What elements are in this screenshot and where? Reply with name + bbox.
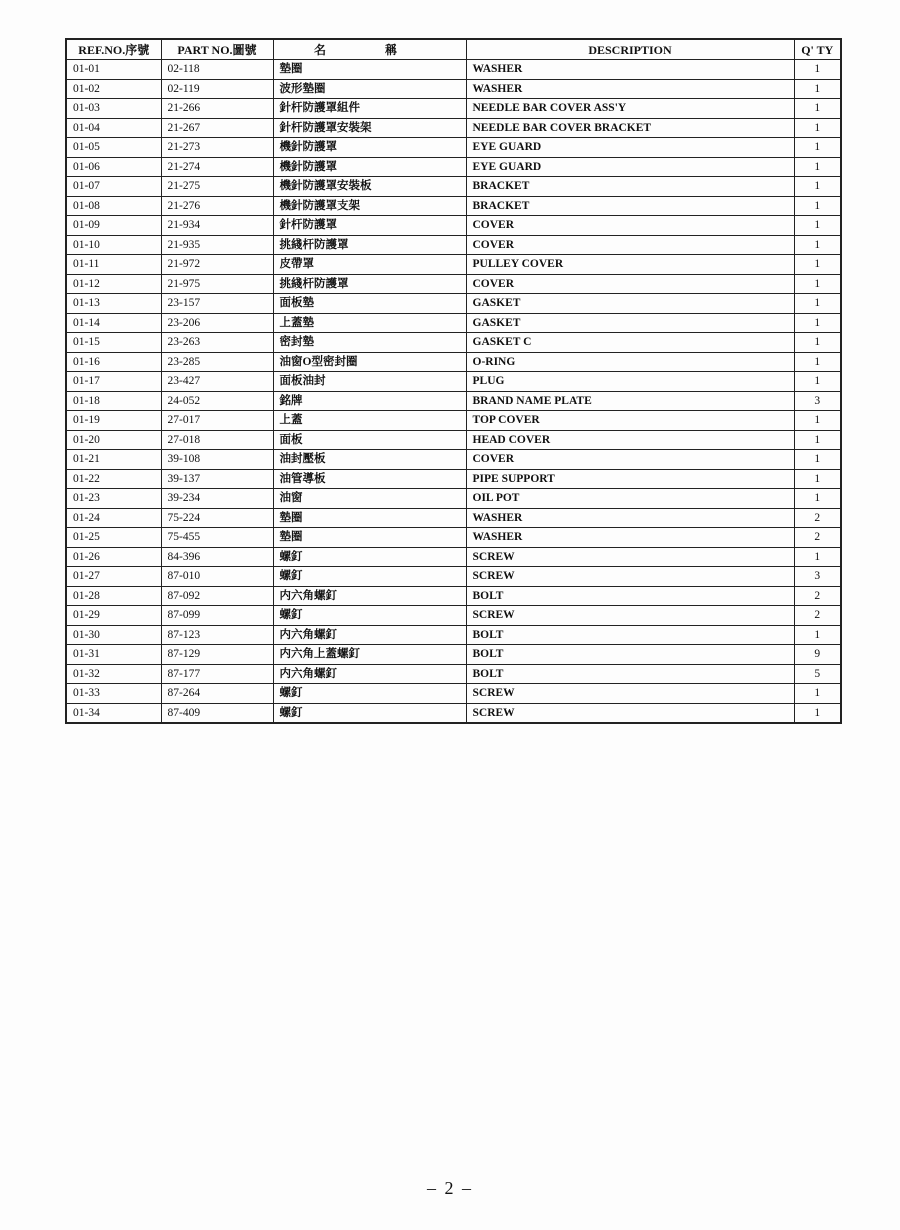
- cell-qty: 2: [794, 508, 841, 528]
- cell-ref-no: 01-12: [66, 274, 161, 294]
- cell-description: SCREW: [466, 606, 794, 626]
- table-row: [66, 684, 841, 704]
- cell-part-no: 23-206: [161, 313, 273, 333]
- cell-part-no: 21-274: [161, 157, 273, 177]
- table-row: [66, 196, 841, 216]
- cell-description: COVER: [466, 450, 794, 470]
- table-row: [66, 508, 841, 528]
- cell-part-no: 21-273: [161, 138, 273, 158]
- cell-ref-no: 01-04: [66, 118, 161, 138]
- table-row: [66, 138, 841, 158]
- cell-part-no: 23-157: [161, 294, 273, 314]
- column-header-name: 名 稱: [273, 39, 466, 60]
- cell-ref-no: 01-06: [66, 157, 161, 177]
- cell-part-no: 21-935: [161, 235, 273, 255]
- table-row: [66, 79, 841, 99]
- table-row: [66, 99, 841, 119]
- cell-ref-no: 01-34: [66, 703, 161, 723]
- cell-description: WASHER: [466, 60, 794, 80]
- cell-description: HEAD COVER: [466, 430, 794, 450]
- cell-description: COVER: [466, 274, 794, 294]
- cell-qty: 5: [794, 664, 841, 684]
- cell-name: 挑綫杆防護罩: [273, 274, 466, 294]
- cell-ref-no: 01-33: [66, 684, 161, 704]
- cell-name: 針杆防護罩組件: [273, 99, 466, 119]
- table-row: [66, 606, 841, 626]
- cell-ref-no: 01-13: [66, 294, 161, 314]
- table-row: [66, 274, 841, 294]
- cell-name: 螺釘: [273, 567, 466, 587]
- cell-part-no: 21-975: [161, 274, 273, 294]
- cell-name: 機針防護罩: [273, 138, 466, 158]
- cell-name: 上蓋: [273, 411, 466, 431]
- cell-qty: 1: [794, 372, 841, 392]
- cell-name: 螺釘: [273, 684, 466, 704]
- cell-qty: 1: [794, 333, 841, 353]
- cell-description: NEEDLE BAR COVER ASS'Y: [466, 99, 794, 119]
- cell-name: 波形墊圈: [273, 79, 466, 99]
- cell-ref-no: 01-18: [66, 391, 161, 411]
- cell-qty: 1: [794, 274, 841, 294]
- cell-name: 機針防護罩: [273, 157, 466, 177]
- cell-name: 螺釘: [273, 547, 466, 567]
- cell-name: 螺釘: [273, 606, 466, 626]
- cell-description: SCREW: [466, 684, 794, 704]
- cell-name: 上蓋墊: [273, 313, 466, 333]
- table-row: [66, 547, 841, 567]
- cell-name: 針杆防護罩安裝架: [273, 118, 466, 138]
- cell-name: 機針防護罩安裝板: [273, 177, 466, 197]
- table-row: [66, 450, 841, 470]
- cell-description: BOLT: [466, 586, 794, 606]
- page-number: – 2 –: [427, 1178, 473, 1198]
- cell-ref-no: 01-25: [66, 528, 161, 548]
- cell-qty: 1: [794, 489, 841, 509]
- cell-name: 面板油封: [273, 372, 466, 392]
- cell-part-no: 21-934: [161, 216, 273, 236]
- cell-ref-no: 01-30: [66, 625, 161, 645]
- cell-ref-no: 01-17: [66, 372, 161, 392]
- cell-part-no: 39-137: [161, 469, 273, 489]
- cell-part-no: 21-266: [161, 99, 273, 119]
- column-header-part-no: PART NO.圖號: [161, 39, 273, 60]
- cell-ref-no: 01-10: [66, 235, 161, 255]
- cell-name: 針杆防護罩: [273, 216, 466, 236]
- cell-description: WASHER: [466, 508, 794, 528]
- table-row: [66, 216, 841, 236]
- table-row: [66, 372, 841, 392]
- cell-description: BRACKET: [466, 196, 794, 216]
- cell-name: 螺釘: [273, 703, 466, 723]
- cell-part-no: 75-224: [161, 508, 273, 528]
- cell-part-no: 75-455: [161, 528, 273, 548]
- cell-name: 面板墊: [273, 294, 466, 314]
- cell-name: 面板: [273, 430, 466, 450]
- cell-part-no: 87-092: [161, 586, 273, 606]
- cell-ref-no: 01-05: [66, 138, 161, 158]
- cell-description: PULLEY COVER: [466, 255, 794, 275]
- table-row: [66, 528, 841, 548]
- column-header-ref-no: REF.NO.序號: [66, 39, 161, 60]
- cell-ref-no: 01-26: [66, 547, 161, 567]
- cell-part-no: 87-177: [161, 664, 273, 684]
- cell-name: 密封墊: [273, 333, 466, 353]
- cell-part-no: 87-099: [161, 606, 273, 626]
- cell-qty: 1: [794, 157, 841, 177]
- cell-description: PLUG: [466, 372, 794, 392]
- table-row: [66, 625, 841, 645]
- cell-ref-no: 01-16: [66, 352, 161, 372]
- cell-ref-no: 01-27: [66, 567, 161, 587]
- cell-ref-no: 01-29: [66, 606, 161, 626]
- table-row: [66, 645, 841, 665]
- table-row: [66, 586, 841, 606]
- table-row: [66, 664, 841, 684]
- cell-part-no: 21-972: [161, 255, 273, 275]
- table-row: [66, 235, 841, 255]
- cell-qty: 1: [794, 177, 841, 197]
- cell-part-no: 87-129: [161, 645, 273, 665]
- cell-part-no: 23-285: [161, 352, 273, 372]
- cell-qty: 1: [794, 255, 841, 275]
- table-row: [66, 430, 841, 450]
- cell-name: 内六角螺釘: [273, 664, 466, 684]
- cell-name: 内六角螺釘: [273, 586, 466, 606]
- cell-part-no: 39-108: [161, 450, 273, 470]
- cell-description: GASKET C: [466, 333, 794, 353]
- cell-description: GASKET: [466, 313, 794, 333]
- table-row: [66, 313, 841, 333]
- cell-description: WASHER: [466, 79, 794, 99]
- table-row: [66, 567, 841, 587]
- cell-ref-no: 01-07: [66, 177, 161, 197]
- cell-part-no: 21-267: [161, 118, 273, 138]
- cell-name: 墊圈: [273, 508, 466, 528]
- cell-name: 内六角上蓋螺釘: [273, 645, 466, 665]
- cell-ref-no: 01-32: [66, 664, 161, 684]
- column-header-qty: Q' TY: [794, 39, 841, 60]
- cell-description: EYE GUARD: [466, 138, 794, 158]
- cell-ref-no: 01-03: [66, 99, 161, 119]
- cell-qty: 1: [794, 411, 841, 431]
- cell-description: SCREW: [466, 567, 794, 587]
- cell-description: BRACKET: [466, 177, 794, 197]
- parts-list-table: [65, 38, 842, 724]
- cell-name: 皮帶罩: [273, 255, 466, 275]
- cell-part-no: 23-263: [161, 333, 273, 353]
- table-row: [66, 255, 841, 275]
- cell-qty: 1: [794, 294, 841, 314]
- cell-part-no: 27-017: [161, 411, 273, 431]
- cell-ref-no: 01-19: [66, 411, 161, 431]
- cell-ref-no: 01-21: [66, 450, 161, 470]
- cell-part-no: 87-123: [161, 625, 273, 645]
- cell-ref-no: 01-11: [66, 255, 161, 275]
- cell-description: BOLT: [466, 645, 794, 665]
- cell-qty: 1: [794, 196, 841, 216]
- cell-description: COVER: [466, 216, 794, 236]
- cell-description: PIPE SUPPORT: [466, 469, 794, 489]
- table-row: [66, 60, 841, 80]
- cell-name: 墊圈: [273, 60, 466, 80]
- cell-description: OIL POT: [466, 489, 794, 509]
- table-row: [66, 333, 841, 353]
- cell-description: TOP COVER: [466, 411, 794, 431]
- cell-part-no: 87-264: [161, 684, 273, 704]
- cell-qty: 3: [794, 391, 841, 411]
- cell-qty: 1: [794, 138, 841, 158]
- cell-description: NEEDLE BAR COVER BRACKET: [466, 118, 794, 138]
- cell-part-no: 84-396: [161, 547, 273, 567]
- cell-qty: 1: [794, 313, 841, 333]
- cell-ref-no: 01-31: [66, 645, 161, 665]
- cell-qty: 3: [794, 567, 841, 587]
- table-row: [66, 469, 841, 489]
- cell-name: 油管導板: [273, 469, 466, 489]
- table-row: [66, 157, 841, 177]
- cell-part-no: 39-234: [161, 489, 273, 509]
- cell-qty: 1: [794, 547, 841, 567]
- cell-qty: 1: [794, 99, 841, 119]
- table-row: [66, 391, 841, 411]
- cell-description: WASHER: [466, 528, 794, 548]
- cell-name: 墊圈: [273, 528, 466, 548]
- cell-qty: 1: [794, 703, 841, 723]
- cell-qty: 9: [794, 645, 841, 665]
- cell-qty: 1: [794, 430, 841, 450]
- cell-description: SCREW: [466, 703, 794, 723]
- table-header-row: [66, 39, 841, 60]
- cell-name: 挑綫杆防護罩: [273, 235, 466, 255]
- cell-ref-no: 01-14: [66, 313, 161, 333]
- cell-part-no: 87-010: [161, 567, 273, 587]
- cell-qty: 1: [794, 684, 841, 704]
- cell-name: 油窗O型密封圈: [273, 352, 466, 372]
- cell-ref-no: 01-09: [66, 216, 161, 236]
- cell-qty: 1: [794, 216, 841, 236]
- cell-description: COVER: [466, 235, 794, 255]
- cell-qty: 2: [794, 586, 841, 606]
- table-row: [66, 703, 841, 723]
- cell-ref-no: 01-28: [66, 586, 161, 606]
- cell-name: 銘牌: [273, 391, 466, 411]
- cell-name: 油封壓板: [273, 450, 466, 470]
- cell-description: O-RING: [466, 352, 794, 372]
- table-row: [66, 352, 841, 372]
- cell-description: GASKET: [466, 294, 794, 314]
- table-row: [66, 489, 841, 509]
- cell-ref-no: 01-22: [66, 469, 161, 489]
- parts-table-body: [66, 60, 841, 724]
- cell-description: BOLT: [466, 625, 794, 645]
- table-row: [66, 177, 841, 197]
- cell-ref-no: 01-15: [66, 333, 161, 353]
- cell-part-no: 87-409: [161, 703, 273, 723]
- cell-ref-no: 01-02: [66, 79, 161, 99]
- cell-ref-no: 01-23: [66, 489, 161, 509]
- cell-description: SCREW: [466, 547, 794, 567]
- cell-qty: 1: [794, 118, 841, 138]
- cell-part-no: 21-276: [161, 196, 273, 216]
- cell-ref-no: 01-24: [66, 508, 161, 528]
- cell-qty: 1: [794, 235, 841, 255]
- cell-qty: 2: [794, 606, 841, 626]
- cell-part-no: 23-427: [161, 372, 273, 392]
- cell-qty: 2: [794, 528, 841, 548]
- cell-name: 油窗: [273, 489, 466, 509]
- cell-qty: 1: [794, 79, 841, 99]
- table-row: [66, 118, 841, 138]
- table-row: [66, 294, 841, 314]
- cell-qty: 1: [794, 625, 841, 645]
- cell-qty: 1: [794, 60, 841, 80]
- cell-part-no: 24-052: [161, 391, 273, 411]
- cell-name: 内六角螺釘: [273, 625, 466, 645]
- cell-part-no: 27-018: [161, 430, 273, 450]
- cell-description: BRAND NAME PLATE: [466, 391, 794, 411]
- cell-description: BOLT: [466, 664, 794, 684]
- cell-ref-no: 01-01: [66, 60, 161, 80]
- cell-name: 機針防護罩支架: [273, 196, 466, 216]
- column-header-description: DESCRIPTION: [466, 39, 794, 60]
- cell-qty: 1: [794, 469, 841, 489]
- cell-part-no: 02-119: [161, 79, 273, 99]
- cell-ref-no: 01-08: [66, 196, 161, 216]
- table-row: [66, 411, 841, 431]
- cell-ref-no: 01-20: [66, 430, 161, 450]
- cell-qty: 1: [794, 450, 841, 470]
- cell-description: EYE GUARD: [466, 157, 794, 177]
- cell-part-no: 02-118: [161, 60, 273, 80]
- cell-qty: 1: [794, 352, 841, 372]
- cell-part-no: 21-275: [161, 177, 273, 197]
